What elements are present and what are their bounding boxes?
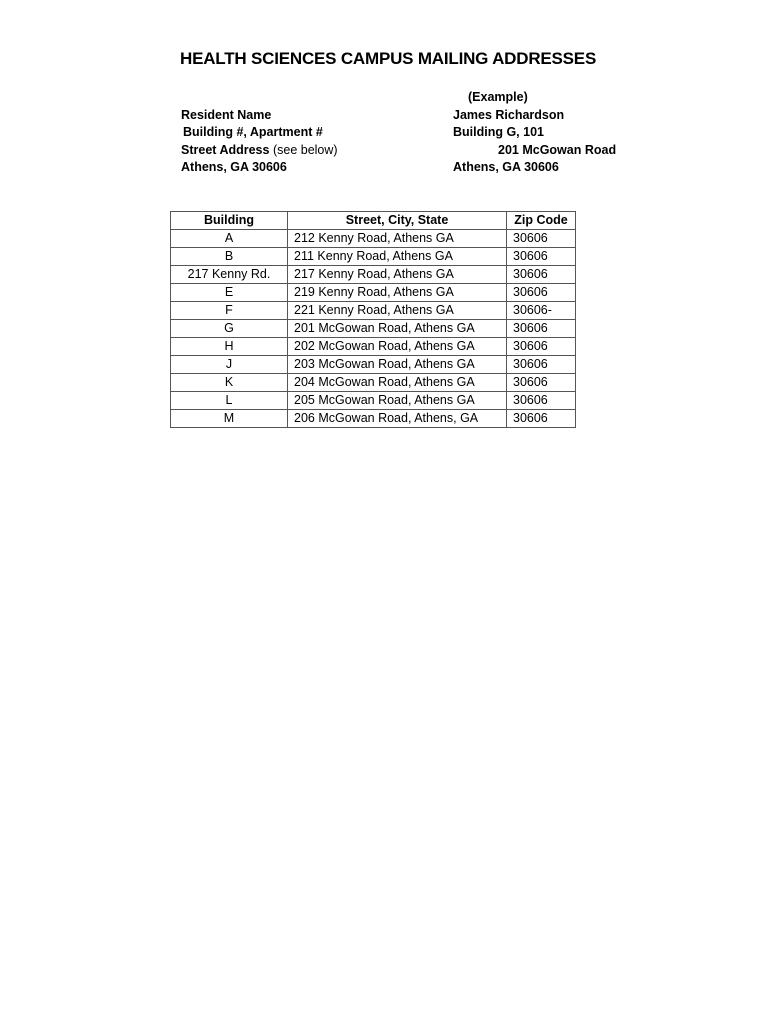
cell-building: L bbox=[171, 392, 288, 410]
cell-zip: 30606 bbox=[507, 356, 576, 374]
cell-street: 212 Kenny Road, Athens GA bbox=[288, 230, 507, 248]
cell-zip: 30606 bbox=[507, 410, 576, 428]
cell-street: 221 Kenny Road, Athens GA bbox=[288, 302, 507, 320]
cell-street: 219 Kenny Road, Athens GA bbox=[288, 284, 507, 302]
cell-zip: 30606- bbox=[507, 302, 576, 320]
example-street-address: 201 McGowan Road bbox=[498, 143, 617, 157]
table-row bbox=[171, 410, 576, 428]
format-resident-name: Resident Name bbox=[181, 108, 272, 122]
example-building-apartment: Building G, 101 bbox=[453, 125, 544, 139]
table-row bbox=[171, 338, 576, 356]
cell-building: J bbox=[171, 356, 288, 374]
cell-zip: 30606 bbox=[507, 374, 576, 392]
table-row bbox=[171, 320, 576, 338]
cell-building: B bbox=[171, 248, 288, 266]
example-heading: (Example) bbox=[468, 90, 528, 104]
format-building-apartment: Building #, Apartment # bbox=[183, 125, 323, 139]
cell-zip: 30606 bbox=[507, 248, 576, 266]
table-row bbox=[171, 248, 576, 266]
cell-zip: 30606 bbox=[507, 266, 576, 284]
cell-building: M bbox=[171, 410, 288, 428]
table-row bbox=[171, 266, 576, 284]
cell-zip: 30606 bbox=[507, 284, 576, 302]
cell-street: 202 McGowan Road, Athens GA bbox=[288, 338, 507, 356]
table-row bbox=[171, 230, 576, 248]
example-city-state-zip: Athens, GA 30606 bbox=[453, 160, 559, 174]
cell-street: 206 McGowan Road, Athens, GA bbox=[288, 410, 507, 428]
example-resident-name: James Richardson bbox=[453, 108, 565, 122]
cell-building: E bbox=[171, 284, 288, 302]
cell-building: 217 Kenny Rd. bbox=[171, 266, 288, 284]
cell-zip: 30606 bbox=[507, 338, 576, 356]
building-address-table bbox=[170, 211, 576, 428]
cell-building: K bbox=[171, 374, 288, 392]
cell-zip: 30606 bbox=[507, 392, 576, 410]
cell-zip: 30606 bbox=[507, 230, 576, 248]
cell-street: 204 McGowan Road, Athens GA bbox=[288, 374, 507, 392]
format-city-state-zip: Athens, GA 30606 bbox=[181, 160, 287, 174]
format-street-address bbox=[181, 142, 338, 159]
table-row bbox=[171, 374, 576, 392]
cell-street: 211 Kenny Road, Athens GA bbox=[288, 248, 507, 266]
table-row bbox=[171, 302, 576, 320]
table-row bbox=[171, 392, 576, 410]
cell-building: F bbox=[171, 302, 288, 320]
cell-street: 203 McGowan Road, Athens GA bbox=[288, 356, 507, 374]
cell-zip: 30606 bbox=[507, 320, 576, 338]
format-street-label: Street Address bbox=[181, 143, 270, 157]
header-building: Building bbox=[171, 212, 288, 230]
table-row bbox=[171, 284, 576, 302]
format-street-note: (see below) bbox=[272, 143, 338, 157]
cell-building: G bbox=[171, 320, 288, 338]
cell-street: 205 McGowan Road, Athens GA bbox=[288, 392, 507, 410]
page-title: HEALTH SCIENCES CAMPUS MAILING ADDRESSES bbox=[180, 49, 597, 68]
cell-building: H bbox=[171, 338, 288, 356]
cell-building: A bbox=[171, 230, 288, 248]
table-header-row bbox=[171, 212, 576, 230]
header-zip: Zip Code bbox=[507, 212, 576, 230]
cell-street: 201 McGowan Road, Athens GA bbox=[288, 320, 507, 338]
cell-street: 217 Kenny Road, Athens GA bbox=[288, 266, 507, 284]
header-street: Street, City, State bbox=[288, 212, 507, 230]
table-row bbox=[171, 356, 576, 374]
